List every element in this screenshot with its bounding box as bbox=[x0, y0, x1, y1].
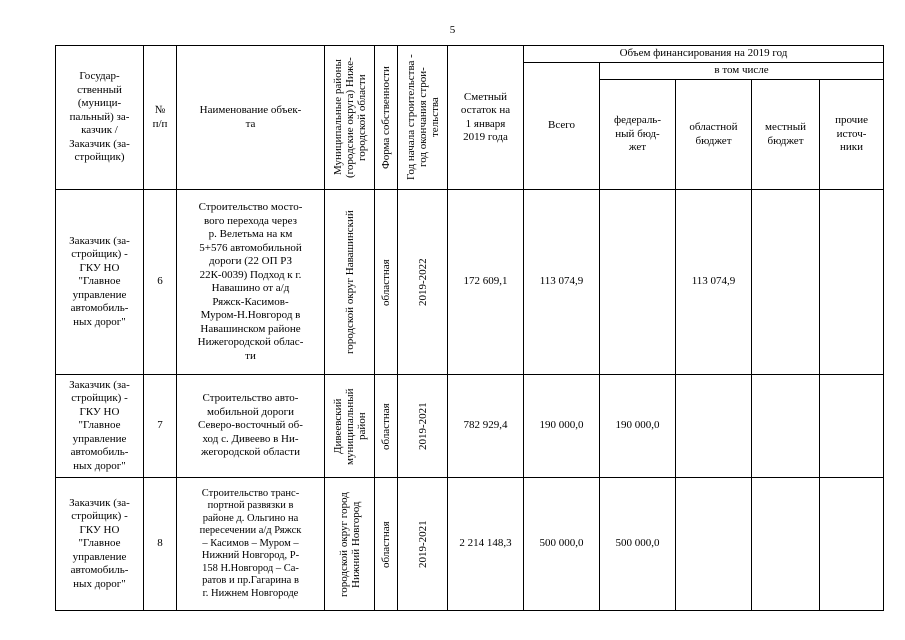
header-num: № п/п bbox=[144, 46, 177, 190]
row-ownership-cell bbox=[375, 375, 398, 478]
row-ownership: областная bbox=[380, 258, 392, 306]
row-regional: 113 074,9 bbox=[676, 190, 752, 375]
row-object-name: Строительство транс- портной развязки в районе д. Ольгино на пересечении а/д Ряжск – Касимов – Муром – Нижний Новгород, Р- 158 Н.Новгород – Са- ратов и пр.Гагарина в г. Нижнем Новгороде bbox=[177, 478, 325, 611]
row-num: 8 bbox=[144, 478, 177, 611]
header-ownership-cell bbox=[375, 46, 398, 190]
header-other: прочие источ- ники bbox=[820, 80, 884, 190]
header-estimated-balance: Сметный остаток на 1 января 2019 года bbox=[448, 46, 524, 190]
row-district: городской округ Навашинский bbox=[343, 210, 356, 354]
row-district-cell bbox=[325, 478, 375, 611]
header-municipal-districts: Муниципальные районы (городские округа) Ниже-городской области bbox=[331, 57, 368, 178]
header-regional: областной бюджет bbox=[676, 80, 752, 190]
row-district-cell bbox=[325, 190, 375, 375]
row-total: 113 074,9 bbox=[524, 190, 600, 375]
row-num: 7 bbox=[144, 375, 177, 478]
row-other bbox=[820, 478, 884, 611]
row-ownership: областная bbox=[380, 520, 392, 568]
row-regional bbox=[676, 375, 752, 478]
row-years: 2019-2022 bbox=[416, 258, 429, 306]
table-row bbox=[56, 190, 884, 375]
row-object-name: Строительство авто- мобильной дороги Северо-восточный об- ход с. Дивеево в Ни- жегородской области bbox=[177, 375, 325, 478]
row-years: 2019-2021 bbox=[416, 402, 429, 450]
header-including: в том числе bbox=[600, 63, 884, 80]
row-federal: 500 000,0 bbox=[600, 478, 676, 611]
row-customer: Заказчик (за- стройщик) - ГКУ НО "Главное управление автомобиль- ных дорог" bbox=[56, 478, 144, 611]
header-object-name: Наименование объек- та bbox=[177, 46, 325, 190]
table-row bbox=[56, 375, 884, 478]
row-total: 500 000,0 bbox=[524, 478, 600, 611]
row-estimated-balance: 172 609,1 bbox=[448, 190, 524, 375]
header-years-cell bbox=[398, 46, 448, 190]
row-customer: Заказчик (за- стройщик) - ГКУ НО "Главное управление автомобиль- ных дорог" bbox=[56, 190, 144, 375]
header-funding-volume: Объем финансирования на 2019 год bbox=[524, 46, 884, 63]
table-row bbox=[56, 478, 884, 611]
row-ownership-cell bbox=[375, 478, 398, 611]
row-regional bbox=[676, 478, 752, 611]
row-local bbox=[752, 190, 820, 375]
row-years-cell bbox=[398, 190, 448, 375]
header-federal: федераль- ный бюд- жет bbox=[600, 80, 676, 190]
header-ownership: Форма собственности bbox=[380, 66, 392, 169]
row-years-cell bbox=[398, 478, 448, 611]
header-local: местный бюджет bbox=[752, 80, 820, 190]
row-ownership: областная bbox=[380, 402, 392, 450]
page-number: 5 bbox=[449, 24, 456, 36]
row-total: 190 000,0 bbox=[524, 375, 600, 478]
row-district-cell bbox=[325, 375, 375, 478]
row-estimated-balance: 782 929,4 bbox=[448, 375, 524, 478]
row-ownership-cell bbox=[375, 190, 398, 375]
row-federal: 190 000,0 bbox=[600, 375, 676, 478]
row-federal bbox=[600, 190, 676, 375]
row-local bbox=[752, 478, 820, 611]
row-local bbox=[752, 375, 820, 478]
row-years: 2019-2021 bbox=[416, 520, 429, 568]
header-customer: Государ- ственный (муници- пальный) за- казчик / Заказчик (за- стройщик) bbox=[56, 46, 144, 190]
header-years: Год начала строительства - год окончания строи-тельства bbox=[404, 54, 441, 181]
row-years-cell bbox=[398, 375, 448, 478]
row-customer: Заказчик (за- стройщик) - ГКУ НО "Главное управление автомобиль- ных дорог" bbox=[56, 375, 144, 478]
header-total: Всего bbox=[524, 63, 600, 190]
row-district: городской округ город Нижний Новгород bbox=[337, 491, 362, 597]
row-other bbox=[820, 190, 884, 375]
row-num: 6 bbox=[144, 190, 177, 375]
row-object-name: Строительство мосто- вого перехода через р. Велетьма на км 5+576 автомобильной дороги (22 ОП РЗ 22К-0039) Подход к г. Навашино от а/д Ряжск-Касимов- Муром-Н.Новгород в Навашинском районе Нижегородской облас- ти bbox=[177, 190, 325, 375]
row-district: Дивеевский муниципальный район bbox=[331, 387, 368, 465]
header-row-1 bbox=[56, 46, 884, 63]
row-other bbox=[820, 375, 884, 478]
financing-table bbox=[55, 45, 884, 611]
row-estimated-balance: 2 214 148,3 bbox=[448, 478, 524, 611]
header-municipal-districts-cell bbox=[325, 46, 375, 190]
